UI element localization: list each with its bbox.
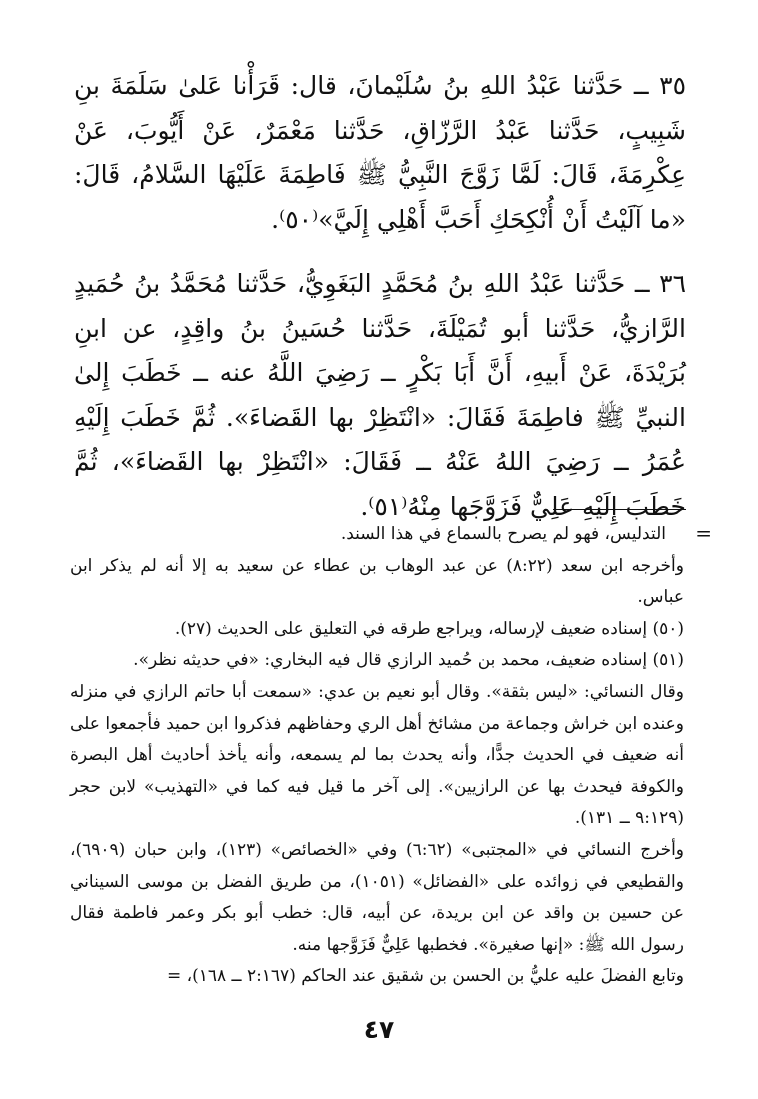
footnote-separator [553, 509, 686, 510]
hadith-36: ٣٦ ــ حَدَّثنا عَبْدُ اللهِ بنُ مُحَمَّدٍ البَغَوِيُّ، حَدَّثنا مُحَمَّدُ بنُ حُمَيدٍ الرَّازيُّ، حَدَّثنا أبو تُمَيْلَةَ، حَدَّثنا حُسَينُ بنُ واقِدٍ، عن ابنِ بُرَيْدَةَ، عَنْ أَبيهِ، أَنَّ أَبَا بَكْرٍ ــ رَضِيَ اللَّهُ عنه ــ خَطَبَ إِلىٰ النبيِّ ﷺ فاطِمَةَ فَقَالَ: «انْتَظِرْ بها القَضاءَ». ثُمَّ خَطَبَ إِلَيْهِ عُمَرُ ــ رَضِيَ اللهُ عَنْهُ ــ فَقَالَ: «انْتَظِرْ بها القَضاءَ»، ثُمَّ خَطَبَ إِلَيْهِ عَلِيٌّ فَزَوَّجَها مِنْهُ⁽٥١⁾. [74, 269, 686, 521]
footnote-continuation-mark: = [695, 521, 712, 545]
footnote-line: وقال النسائي: «ليس بثقة». وقال أبو نعيم بن عدي: «سمعت أبا حاتم الرازي في منزله وعنده ابن خراش وجماعة من مشائخ أهل الري وحفاظهم فذكروا ابن حميد فأجمعوا على أنه ضعيف في الحديث جدًّا، وأنه يحدث بما لم يسمعه، وأنه يأخذ أحاديث أهل البصرة والكوفة فيحدث بها عن الرازيين». إلى آخر ما قيل فيه كما في «التهذيب» لابن حجر (٩:١٢٩ ــ ١٣١). [70, 681, 684, 829]
footnote-50: (٥٠) إسناده ضعيف لإرساله، ويراجع طرقه في التعليق على الحديث (٢٧). [174, 618, 684, 639]
hadith-35: ٣٥ ــ حَدَّثنا عَبْدُ اللهِ بنُ سُلَيْمانَ، قال: قَرَأْنا عَلىٰ سَلَمَةَ بنِ شَبِيبٍ، حَدَّثنا عَبْدُ الرَّزّاقِ، حَدَّثنا مَعْمَرٌ، عَنْ أَيُّوبَ، عَنْ عِكْرِمَةَ، قَالَ: لَمَّا زَوَّجَ النَّبِيُّ ﷺ فَاطِمَةَ عَلَيْهَا السَّلامُ، قَالَ: «ما آلَيْتُ أَنْ أُنْكِحَكِ أَحَبَّ أَهْلِي إِلَيَّ»⁽٥٠⁾. [74, 71, 686, 234]
page-number: ٤٧ [363, 1015, 395, 1044]
footnote-line: وأخرج النسائي في «المجتبى» (٦:٦٢) وفي «الخصائص» (١٢٣)، وابن حبان (٦٩٠٩)، والقطيعي في زوائده على «الفضائل» (١٠٥١)، من طريق الفضل بن موسى السيناني عن حسين بن واقد عن ابن بريدة، عن أبيه، قال: خطب أبو بكر وعمر فاطمة فقال رسول الله ﷺ: «إنها صغيرة». فخطبها عَلِيٌّ فَزَوَّجها منه. [70, 839, 685, 955]
footnote-51: (٥١) إسناده ضعيف، محمد بن حُميد الرازي قال فيه البخاري: «في حديثه نظر». [133, 650, 684, 671]
footnote-line: وأخرجه ابن سعد (٨:٢٢) عن عبد الوهاب بن عطاء عن سعيد به إلا أنه لم يذكر ابن عباس. [70, 555, 684, 608]
footnotes [70, 519, 684, 993]
footnote-line: التدليس، فهو لم يصرح بالسماع في هذا السند. [340, 524, 666, 544]
main-text [74, 64, 686, 529]
footnote-line: وتابع الفضلَ عليه عليُّ بن الحسن بن شقيق عند الحاكم (٢:١٦٧ ــ ١٦٨)، = [166, 966, 684, 987]
